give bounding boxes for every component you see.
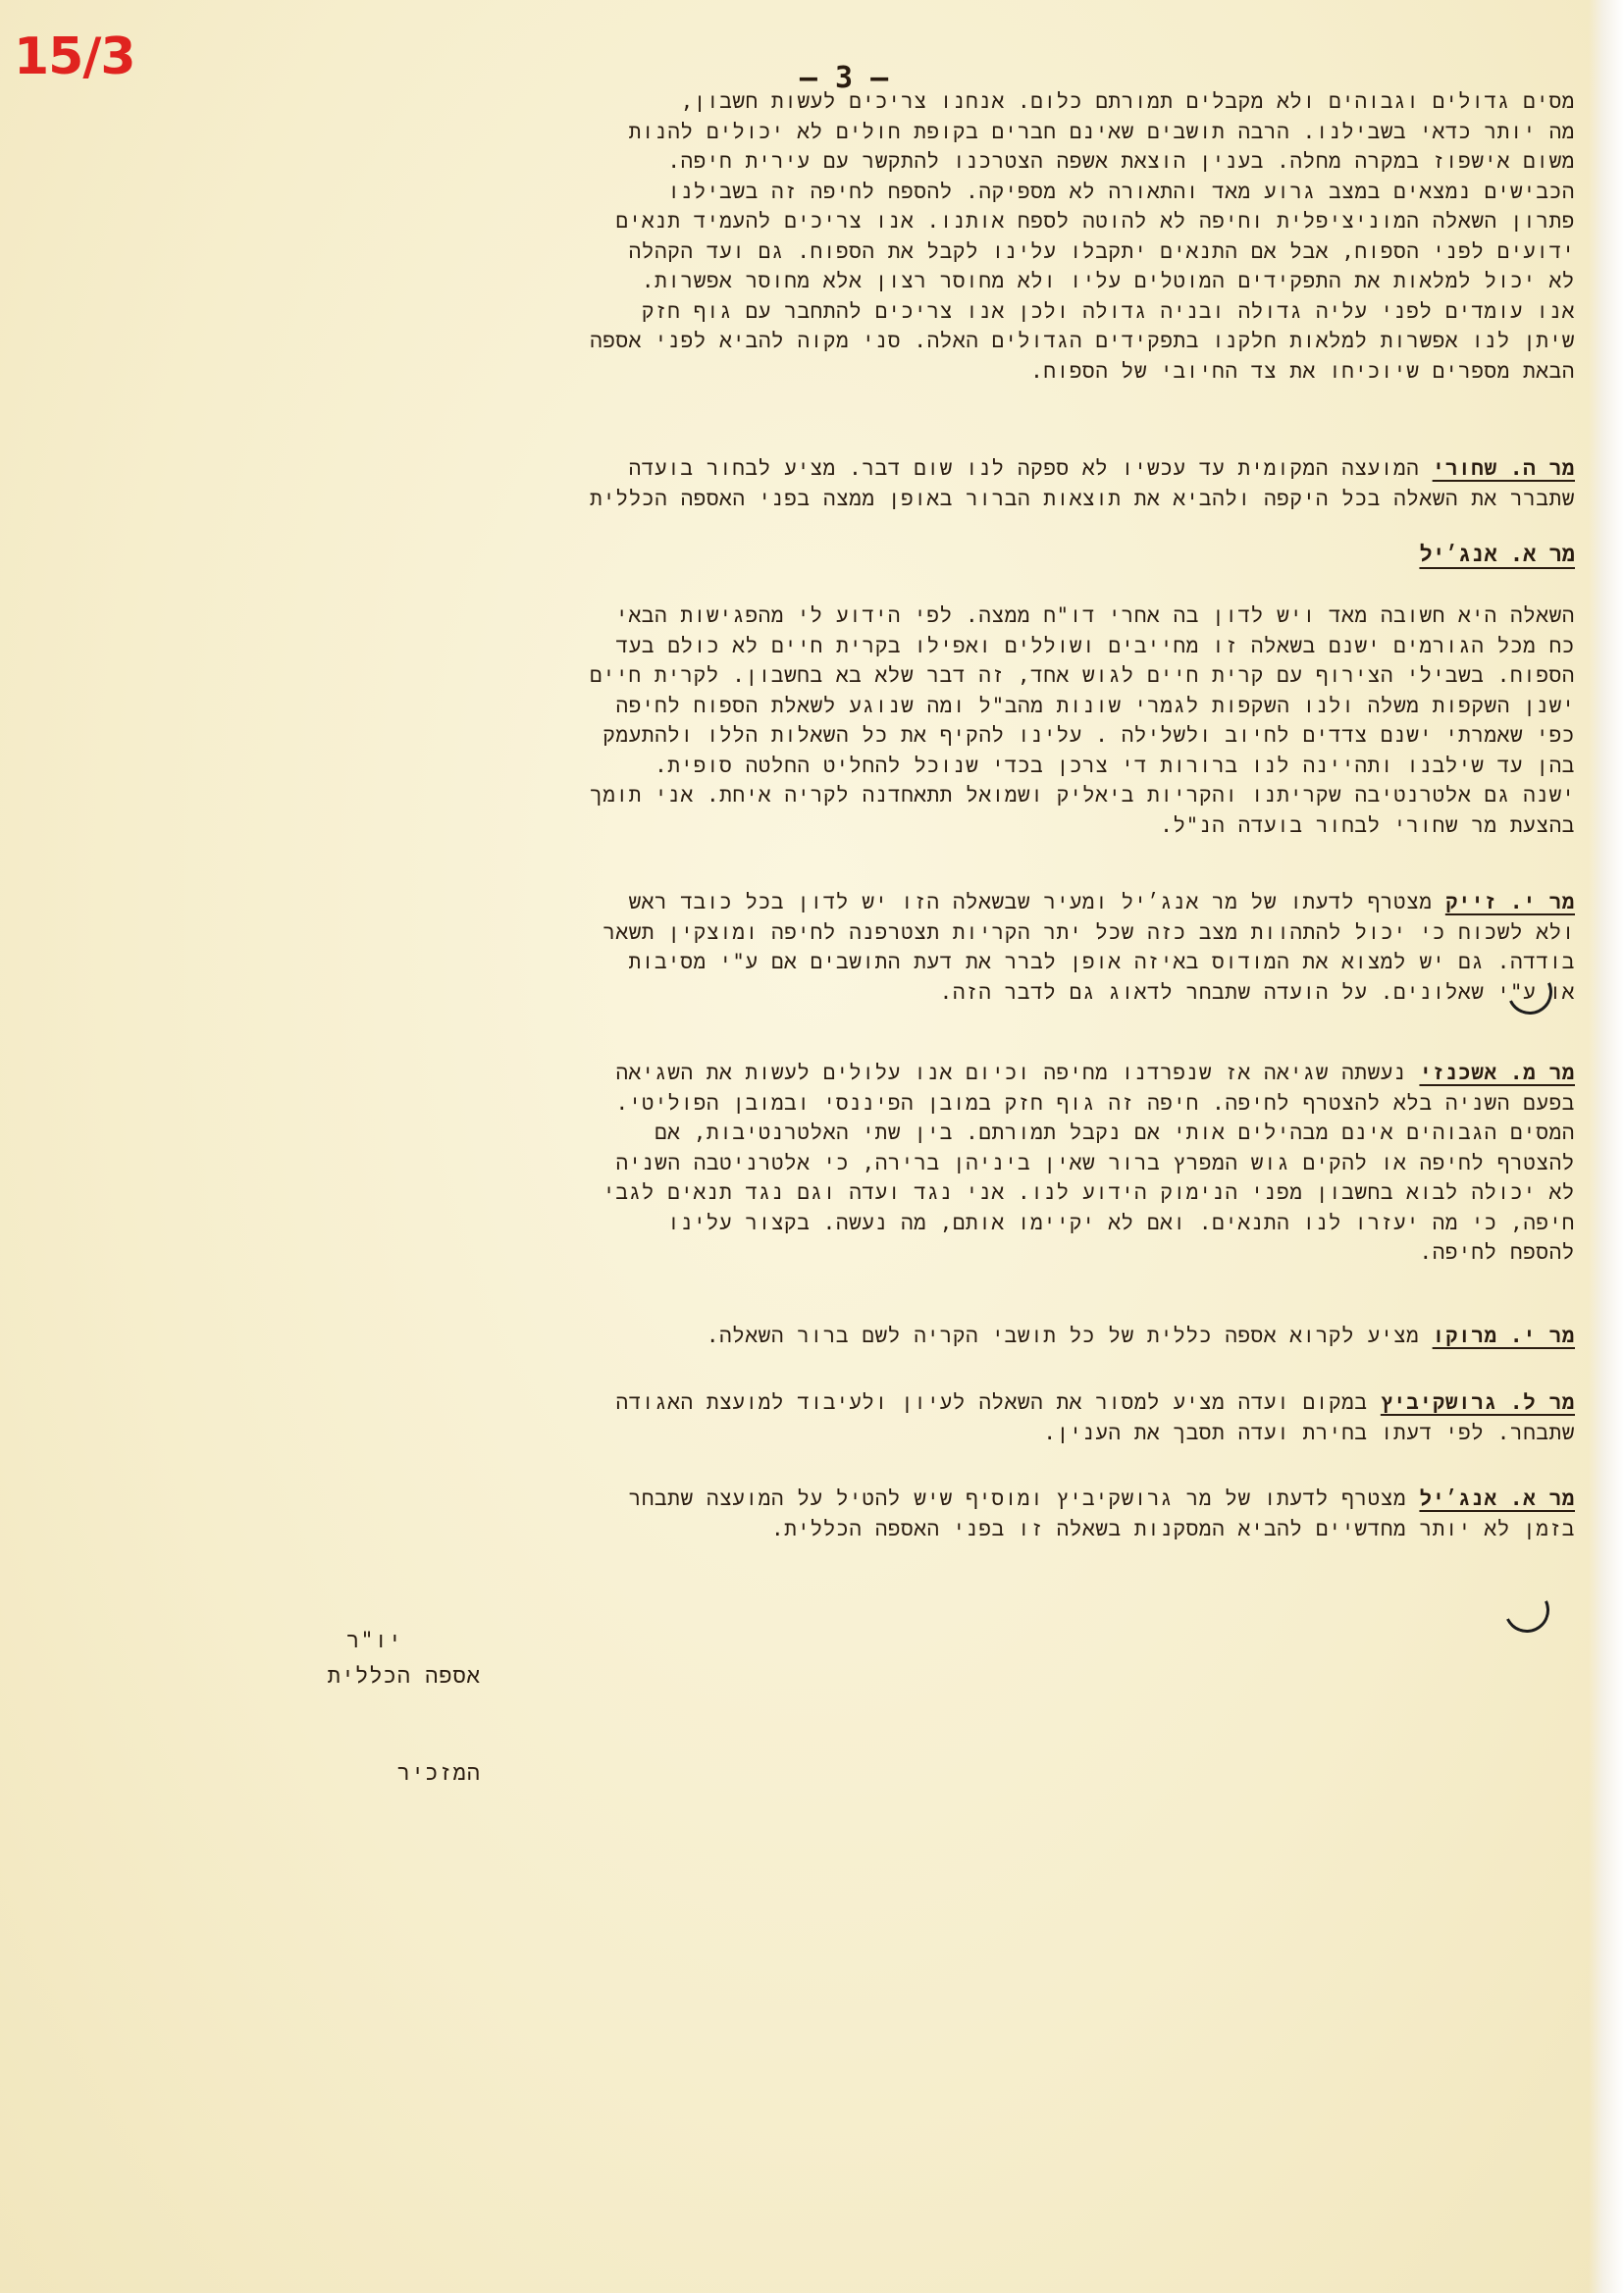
text-line: מסים גדולים וגבוהים ולא מקבלים תמורתם כלום. אנחנו צריכים לעשות חשבון, <box>680 89 1575 113</box>
chair-subtitle: אספה הכללית <box>327 1664 481 1689</box>
text-line: אנו עומדים לפני עליה גדולה ובניה גדולה ולכן אנו צריכים להתחבר עם גוף חזק <box>641 298 1575 323</box>
text-line: מה יותר כדאי בשבילנו. הרבה תושבים שאינם חברים בקופת חולים לא יכולים להנות <box>628 119 1575 143</box>
text-line: שתברר את השאלה בכל היקפה ולהביא את תוצאות הברור באופן ממצה בפני האספה הכללית <box>590 486 1575 510</box>
text-line: ישנה גם אלטרנטיבה שקריתנו והקריות ביאליק ושמואל תתאחדנה לקריה איחת. אני תומך <box>590 783 1575 807</box>
text-line: להצטרף לחיפה או להקים גוש המפרץ ברור שאין ביניהן ברירה, כי אלטרניטבה השניה <box>615 1150 1575 1174</box>
text-line: ישנן השקפות משלה ולנו השקפות לגמרי שונות מהב"ל ומה שנוגע לשאלת הספוח לחיפה <box>615 693 1575 717</box>
text-line: משום אישפוז במקרה מחלה. בענין הוצאת אשפה הצטרכנו להתקשר עם עירית חיפה. <box>667 149 1575 173</box>
speaker-name: מר ל. גרושקיביץ <box>1380 1390 1575 1414</box>
text-line: בפעם השניה בלא להצטרף לחיפה. חיפה זה גוף חזק במובן הפיננסי ובמובן הפוליטי. <box>615 1090 1575 1115</box>
speaker-heading: מר א. אנג׳יל <box>1419 543 1575 567</box>
text-line: המסים הגבוהים אינם מבהילים אותי אם נקבל תמורתם. בין שתי האלטרנטיבות, אם <box>655 1120 1575 1144</box>
text-line: להספח לחיפה. <box>1419 1240 1575 1264</box>
statement-angel-2 <box>59 1484 1575 1543</box>
statement-shachori <box>59 453 1575 513</box>
text-line: לא יכול למלאות את התפקידים המוטלים עליו ולא מחוסר רצון אלא מחוסר אפשרות. <box>641 269 1575 292</box>
text-line: מציע לקרוא אספה כללית של כל תושבי הקריה לשם ברור השאלה. <box>706 1324 1420 1347</box>
speaker-name: מר מ. אשכנזי <box>1419 1061 1575 1084</box>
text-line: לא יכולה לבוא בחשבון מפני הנימוק הידוע לנו. אני נגד ועדה וגם נגד תנאים לגבי <box>602 1180 1575 1204</box>
text-line: שתבחר. לפי דעתו בחירת ועדה תסבך את הענין. <box>1043 1420 1575 1444</box>
page-edge <box>1589 0 1624 2293</box>
secretary-title: המזכיר <box>396 1761 481 1786</box>
statement-zaik <box>59 887 1575 1007</box>
punch-hole-icon <box>1498 1582 1556 1640</box>
text-line: המועצה המקומית עד עכשיו לא ספקה לנו שום דבר. מציע לבחור בועדה <box>628 456 1420 480</box>
text-line: שיתן לנו אפשרות למלאות חלקנו בתפקידים הגדולים האלה. סני מקוה להביא לפני אספה <box>590 329 1575 352</box>
text-line: במקום ועדה מציע למסור את השאלה לעיון ולעיבוד למועצת האגודה <box>615 1390 1368 1414</box>
text-line: הבאת מספרים שיוכיחו את צד החיובי של הספוח. <box>1030 358 1575 383</box>
text-line: מצטרף לדעתו של מר אנג׳יל ומעיר שבשאלה הזו יש לדון בכל כובד ראש <box>628 890 1433 913</box>
text-line: מצטרף לדעתו של מר גרושקיביץ ומוסיף שיש להטיל על המועצה שתבחר <box>628 1486 1407 1510</box>
intro-paragraph <box>59 86 1575 386</box>
text-line: הכבישים נמצאים במצב גרוע מאד והתאורה לא מספיקה. להספח לחיפה זה בשבילנו <box>667 179 1575 203</box>
text-line: הספוח. בשבילי הצירוף עם קרית חיים לגוש אחד, זה דבר שלא בא בחשבון. לקרית חיים <box>589 663 1575 687</box>
page-number: — 3 — <box>799 61 889 95</box>
statement-maroko <box>59 1321 1575 1351</box>
speaker-name: מר י. זייק <box>1444 890 1575 913</box>
text-line: נעשתה שגיאה אז שנפרדנו מחיפה וכיום אנו עלולים לעשות את השגיאה <box>615 1061 1407 1084</box>
text-line: כח מכל הגורמים ישנם בשאלה זו מחייבים ושוללים ואפילו בקרית חיים לא כולם בעד <box>615 633 1575 657</box>
speaker-name: מר ה. שחורי <box>1432 456 1575 480</box>
statement-ashkenazi <box>59 1058 1575 1268</box>
text-line: חיפה, כי מה יעזרו לנו התנאים. ואם לא יקיימו אותם, מה נעשה. בקצור עלינו <box>667 1210 1575 1234</box>
text-line: פתרון השאלה המוניציפלית וחיפה לא להוטה לספח אותנו. אנו צריכים להעמיד תנאים <box>615 209 1575 233</box>
speaker-name: מר י. מרוקו <box>1432 1324 1575 1347</box>
archive-stamp: 15/3 <box>14 27 135 86</box>
speaker-name: מר א. אנג׳יל <box>1419 1486 1575 1510</box>
text-line: ולא לשכוח כי יכול להתהוות מצב כזה שכל יתר הקריות תצטרפנה לחיפה ומוצקין תשאר <box>602 919 1575 944</box>
chair-title: יו"ר <box>346 1629 402 1653</box>
statement-grushkevich <box>59 1387 1575 1447</box>
text-line: ידועים לפני הספוח, אבל אם התנאים יתקבלו עלינו לקבל את הספוח. גם ועד הקהלה <box>628 238 1575 263</box>
statement-angel <box>59 600 1575 840</box>
text-line: בהן עד שילבנו ותהיינה לנו ברורות די צרכן בכדי שנוכל להחליט החלטה סופית. <box>655 753 1575 777</box>
text-line: בהצעת מר שחורי לבחור בועדה הנ"ל. <box>1160 812 1575 837</box>
text-line: או ע"י שאלונים. על הועדה שתבחר לדאוג גם לדבר הזה. <box>939 979 1575 1004</box>
text-line: בודדה. גם יש למצוא את המודוס באיזה אופן לברר את דעת התושבים אם ע"י מסיבות <box>628 950 1575 973</box>
text-line: כפי שאמרתי ישנם צדדים לחיוב ולשלילה . עלינו להקיף את כל השאלות הללו ולהתעמק <box>602 723 1575 747</box>
text-line: בזמן לא יותר מחדשיים להביא המסקנות בשאלה זו בפני האספה הכללית. <box>771 1516 1575 1540</box>
text-line: השאלה היא חשובה מאד ויש לדון בה אחרי דו"ח ממצה. לפי הידוע לי מהפגישות הבאי <box>615 603 1575 627</box>
